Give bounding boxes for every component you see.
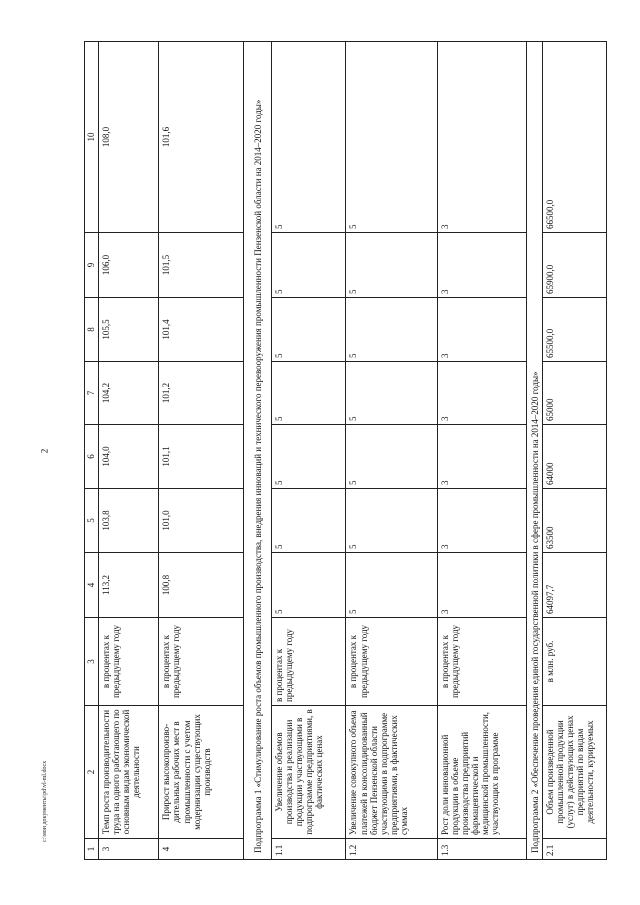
subprogram-row (244, 42, 272, 860)
row-number: 3 (98, 839, 159, 860)
unit-cell: в процентах к предыдущему году (98, 618, 159, 706)
header-cell: 4 (85, 553, 99, 618)
value-cell: 5 (272, 489, 346, 553)
header-cell: 6 (85, 425, 99, 489)
header-cell: 2 (85, 706, 99, 839)
value-cell: 3 (437, 298, 526, 362)
indicator-name: Рост доли инновационной продукции в объеме производства предприятий фармацевтической и медицинской промышленности, участвующих в программе (437, 706, 526, 839)
value-cell: 5 (346, 362, 437, 425)
value-cell: 104,0 (98, 425, 159, 489)
row-number: 2.1 (543, 839, 607, 860)
value-cell: 103,8 (98, 489, 159, 553)
header-cell: 8 (85, 298, 99, 362)
header-cell: 7 (85, 362, 99, 425)
table-row (346, 42, 437, 860)
footer-path: c:\мои документы\pd\vl-ml.docx (42, 760, 48, 842)
row-number: 1.3 (437, 839, 526, 860)
value-cell: 5 (272, 553, 346, 618)
value-cell: 5 (346, 489, 437, 553)
header-cell: 1 (85, 839, 99, 860)
value-cell: 105,5 (98, 298, 159, 362)
value-cell: 101,0 (159, 489, 244, 553)
indicators-table (84, 41, 607, 860)
value-cell: 5 (272, 362, 346, 425)
value-cell: 101,5 (159, 233, 244, 298)
value-cell: 3 (437, 489, 526, 553)
table-row (98, 42, 159, 860)
value-cell: 64000 (543, 425, 607, 489)
value-cell: 101,1 (159, 425, 244, 489)
value-cell: 106,0 (98, 233, 159, 298)
value-cell: 5 (346, 553, 437, 618)
unit-cell: в процентах к предыдущему году (272, 618, 346, 706)
value-cell: 64097,7 (543, 553, 607, 618)
value-cell: 5 (272, 298, 346, 362)
value-cell: 65000 (543, 362, 607, 425)
indicator-name: Увеличение объемов производства и реализации продукции участвующими в подпрограмме предприятиями, в фактических ценах (272, 706, 346, 839)
row-number: 1.2 (346, 839, 437, 860)
value-cell: 101,2 (159, 362, 244, 425)
row-number: 1.1 (272, 839, 346, 860)
value-cell: 3 (437, 425, 526, 489)
indicator-name: Темп роста производительности труда на одного работающего по основным видам экономической деятельности (98, 706, 159, 839)
value-cell: 3 (437, 233, 526, 298)
value-cell: 3 (437, 42, 526, 233)
indicator-name: Увеличение совокупного объема платежей в консолидированный бюджет Пензенской области участвующими в подпрограмме предприятиями, в фактических суммах (346, 706, 437, 839)
value-cell: 5 (346, 42, 437, 233)
value-cell: 5 (346, 425, 437, 489)
value-cell: 5 (272, 233, 346, 298)
rotated-table-stage (84, 42, 607, 860)
value-cell: 5 (346, 233, 437, 298)
header-cell: 3 (85, 618, 99, 706)
value-cell: 101,6 (159, 42, 244, 233)
subprogram-2-title: Подпрограмма 2 «Обеспечение проведения единой государственной политики в сфере промышленности на 2014–2020 годы» (527, 42, 543, 860)
unit-cell: в процентах к предыдущему году (346, 618, 437, 706)
value-cell: 63500 (543, 489, 607, 553)
table-row (159, 42, 244, 860)
unit-cell: в процентах к предыдущему году (437, 618, 526, 706)
subprogram-row (527, 42, 543, 860)
header-cell: 10 (85, 42, 99, 233)
table-row (272, 42, 346, 860)
value-cell: 5 (272, 425, 346, 489)
value-cell: 100,8 (159, 553, 244, 618)
value-cell: 113,2 (98, 553, 159, 618)
header-cell: 9 (85, 233, 99, 298)
table-row (437, 42, 526, 860)
page-number: 2 (39, 448, 50, 454)
value-cell: 65900,0 (543, 233, 607, 298)
value-cell: 101,4 (159, 298, 244, 362)
value-cell: 5 (346, 298, 437, 362)
value-cell: 108,0 (98, 42, 159, 233)
row-number: 4 (159, 839, 244, 860)
unit-cell: в процентах к предыдущему году (159, 618, 244, 706)
value-cell: 3 (437, 362, 526, 425)
unit-cell: в млн. руб. (543, 618, 607, 706)
value-cell: 66500,0 (543, 42, 607, 233)
header-row (85, 42, 99, 860)
subprogram-1-title: Подпрограмма 1 «Стимулирование роста объемов промышленного производства, внедрения инноваций и технического перевооружения промышленности Пензенской области на 2014–2020 годы» (244, 42, 272, 860)
indicator-name: Прирост высокопроизво-дительных рабочих мест в промышленности с учетом модернизации существующих производств (159, 706, 244, 839)
table-row (543, 42, 607, 860)
value-cell: 104,2 (98, 362, 159, 425)
header-cell: 5 (85, 489, 99, 553)
value-cell: 65500,0 (543, 298, 607, 362)
value-cell: 5 (272, 42, 346, 233)
value-cell: 3 (437, 553, 526, 618)
indicator-name: Объем произведенной промышленной продукции (услуг) в действующих ценах предприятий по видам деятельности, курируемых (543, 706, 607, 839)
